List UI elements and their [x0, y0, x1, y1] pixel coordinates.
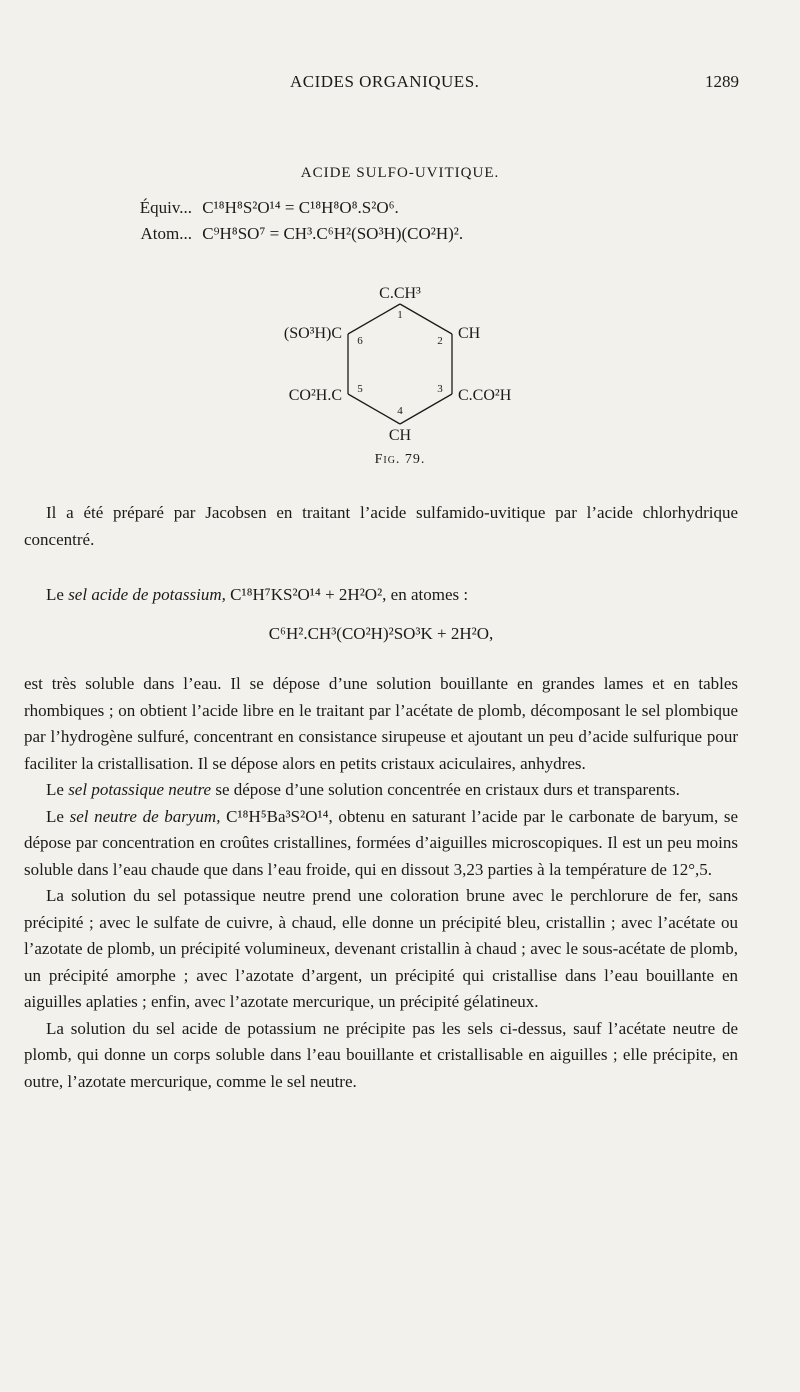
ring-group-right-top: CH [458, 325, 481, 342]
paragraph-barium-salt [24, 804, 738, 884]
ring-number-2: 2 [437, 335, 443, 347]
atom-formula: C⁹H⁸SO⁷ = CH³.C⁶H²(SO³H)(CO²H)². [202, 224, 464, 243]
paragraph-solubility: est très soluble dans l’eau. Il se dépose d’une solution bouillante en grandes lames et en tables rhombiques ; on obtient l’acide libre en le traitant par l’acétate de plomb, décomposant le sel plombique par l’hydrogène sulfuré, concentrant en consistance sirupeuse et ajoutant un peu d’acide sulfurique pour faciliter la cristallisation. Il se dépose alors en petits cristaux aciculaires, anhydres. [24, 674, 738, 773]
paragraph-acid-salt-reactions: La solution du sel acide de potassium ne précipite pas les sels ci-dessus, sauf l’acétate neutre de plomb, qui donne un corps soluble dans l’eau bouillante et cristallisable en aiguilles ; elle précipite, en outre, l’azotate mercurique, comme le sel neutre. [24, 1018, 738, 1091]
atom-formula-line [100, 224, 463, 244]
running-title: ACIDES ORGANIQUES. [290, 72, 480, 91]
section-title: ACIDE SULFO-UVITIQUE. [300, 165, 500, 181]
ring-group-left-top: (SO³H)C [283, 325, 342, 342]
p2-intro: Le [46, 585, 64, 604]
ring-number-5: 5 [357, 383, 363, 395]
p5-rest: C¹⁸H⁵Ba³S²O¹⁴, obtenu en saturant l’acide par le carbonate de baryum, se dépose par concentration en croûtes cristallines, formées d’aiguilles microscopiques. Il est un peu moins soluble dans l’eau chaude que dans l’eau froide, qui en dissout 3,23 parties à la température de 12°,5. [24, 806, 739, 879]
equiv-label: Équiv... [139, 198, 192, 217]
page-number: 1289 [705, 72, 739, 91]
equiv-formula: C¹⁸H⁸S²O¹⁴ = C¹⁸H⁸O⁸.S²O⁶. [202, 198, 399, 217]
p5-intro: Le [46, 806, 64, 826]
p4-rest: se dépose d’une solution concentrée en cristaux durs et transparents. [215, 780, 680, 799]
p2-italic: sel acide de potassium, [68, 585, 226, 604]
paragraph-preparation: Il a été préparé par Jacobsen en traitant l’acide sulfamido-uvitique par l’acide chlorhydrique concentré. [24, 503, 738, 549]
p4-intro: Le [46, 780, 64, 799]
paragraph-neutral-potassium-salt [24, 777, 738, 804]
body-text-top [24, 500, 738, 553]
p4-italic: sel potassique neutre [68, 780, 212, 799]
equiv-formula-line [100, 198, 399, 218]
figure-caption: Fig. 79. [374, 452, 426, 467]
paragraph-reactions: La solution du sel potassique neutre prend une coloration brune avec le perchlorure de fer, sans précipité ; avec le sulfate de cuivre, à chaud, elle donne un précipité bleu, cristallin ; avec l’acétate ou l’azotate de plomb, un précipité volumineux, devenant cristallin à chaud ; avec le sous-acétate de plomb, un précipité amorphe ; avec l’azotate d’argent, un précipité qui cristallise dans l’eau bouillante en aiguilles aplaties ; enfin, avec l’azotate mercurique, un précipité gélatineux. [24, 886, 738, 1011]
ring-group-left-bottom: CO²H.C [288, 387, 342, 404]
atom-label: Atom... [140, 224, 192, 243]
potassium-salt-atomic-formula: C⁶H².CH³(CO²H)²SO³K + 2H²O, [268, 623, 494, 643]
p5-italic: sel neutre de baryum, [69, 806, 221, 826]
benzene-ring-figure [250, 276, 550, 444]
ring-number-3: 3 [437, 383, 443, 395]
ring-number-4: 4 [397, 405, 403, 417]
page-header [0, 72, 800, 98]
p2-rest: C¹⁸H⁷KS²O¹⁴ + 2H²O², en atomes : [230, 585, 469, 604]
paragraph-potassium-acid-salt [24, 582, 738, 609]
body-text-main [24, 582, 738, 1095]
ring-group-bottom: CH [388, 427, 412, 444]
ring-group-right-bottom: C.CO²H [458, 387, 512, 404]
ring-group-top: C.CH³ [379, 285, 421, 302]
ring-number-1: 1 [397, 309, 403, 321]
ring-number-6: 6 [357, 335, 363, 347]
